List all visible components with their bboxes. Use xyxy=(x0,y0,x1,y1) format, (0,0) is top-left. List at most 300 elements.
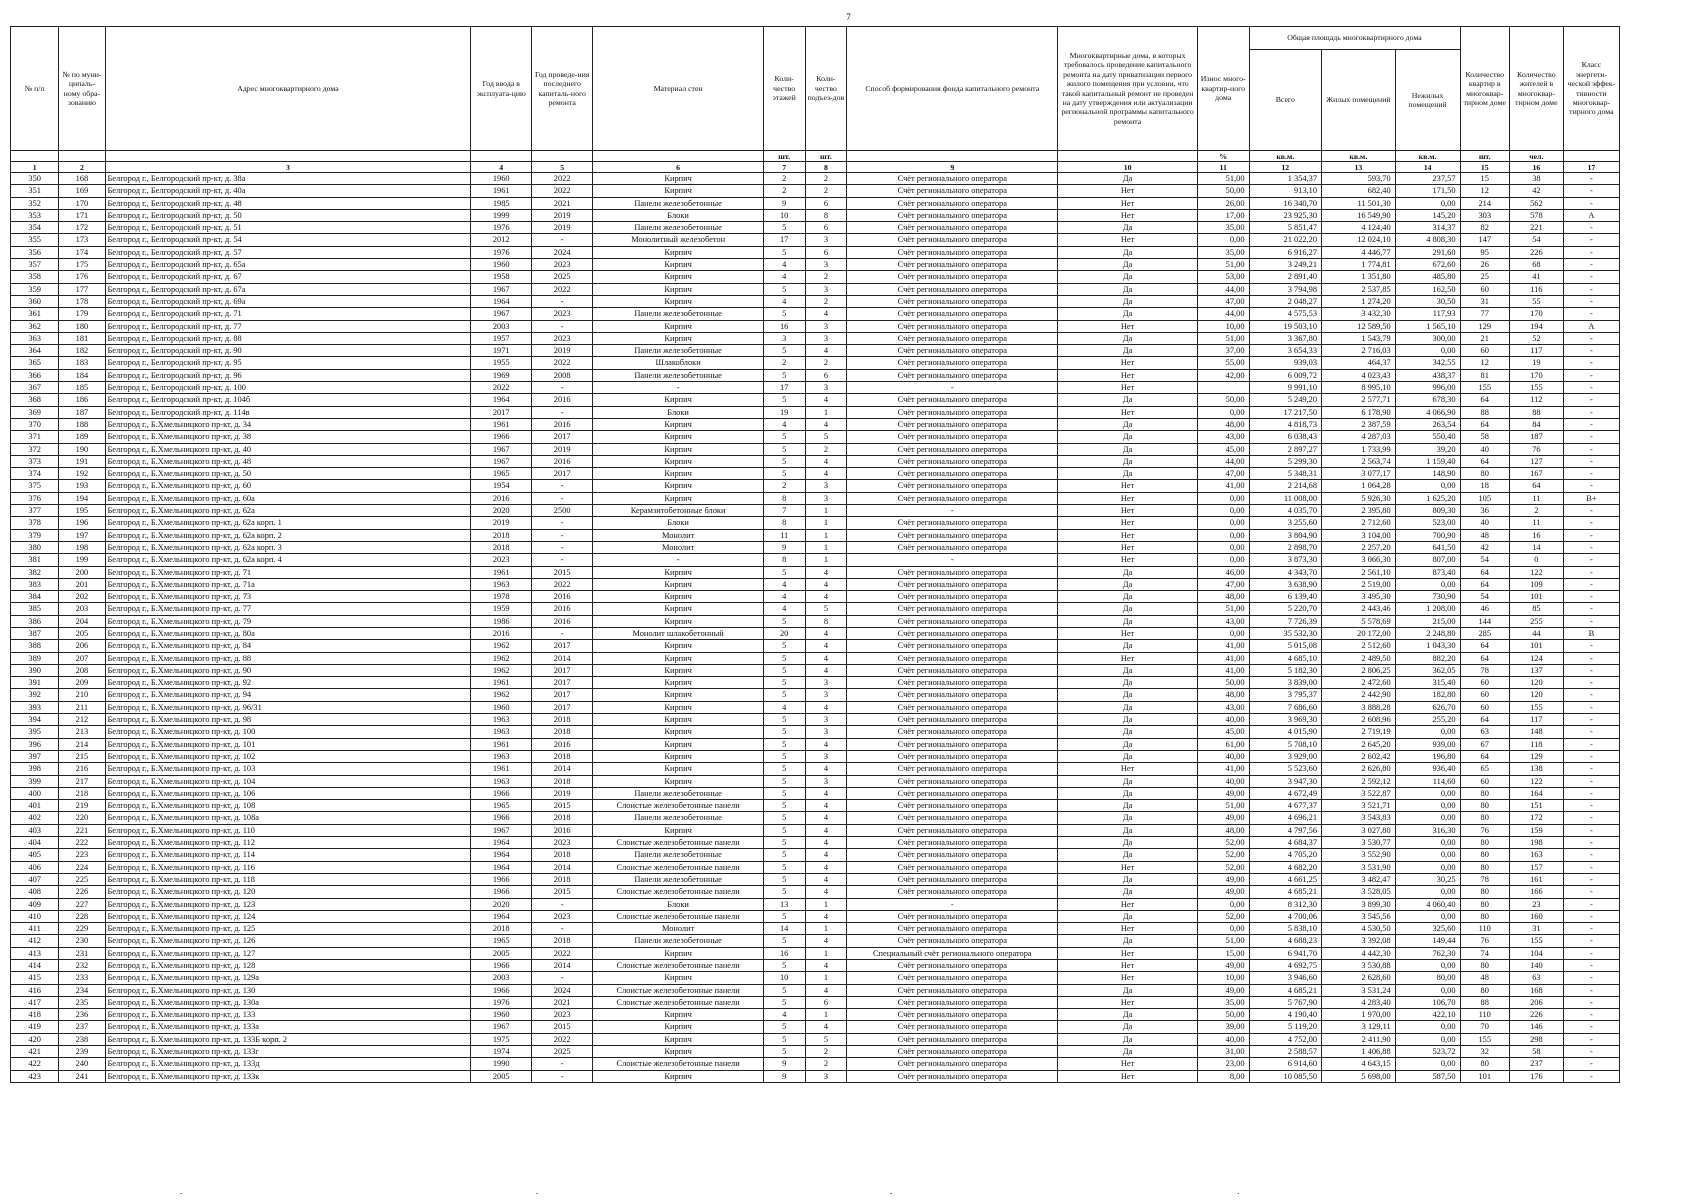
cell-area-nonliving: 300,00 xyxy=(1395,332,1460,344)
cell-wall-material: Монолит xyxy=(593,541,763,553)
cell-entrances: 4 xyxy=(805,640,847,652)
cell-floors: 2 xyxy=(763,185,805,197)
cell-floors: 5 xyxy=(763,468,805,480)
cell-privatization-flag: Нет xyxy=(1058,234,1198,246)
cell-energy-class: В+ xyxy=(1563,492,1619,504)
cell-fund-method: Счёт регионального оператора xyxy=(847,960,1058,972)
table-row xyxy=(11,480,1620,492)
col-header-year-repair: Год проведе-ния последнего капиталь-ного ремонта xyxy=(531,27,593,151)
cell-row-no: 399 xyxy=(11,775,59,787)
cell-mun-no: 178 xyxy=(59,295,105,307)
cell-year-repair: 2014 xyxy=(531,861,593,873)
cell-wear: 46,00 xyxy=(1197,566,1249,578)
cell-row-no: 369 xyxy=(11,406,59,418)
cell-address: Белгород г., Б.Хмельницкого пр-кт, д. 108 xyxy=(105,800,471,812)
cell-fund-method: - xyxy=(847,382,1058,394)
cell-mun-no: 236 xyxy=(59,1009,105,1021)
cell-area-nonliving: 1 565,10 xyxy=(1395,320,1460,332)
table-row xyxy=(11,1033,1620,1045)
cell-address: Белгород г., Белгородский пр-кт, д. 88 xyxy=(105,332,471,344)
cell-entrances: 4 xyxy=(805,468,847,480)
cell-entrances: 5 xyxy=(805,1033,847,1045)
cell-mun-no: 202 xyxy=(59,591,105,603)
housing-register-table xyxy=(10,26,1620,1083)
cell-privatization-flag: Да xyxy=(1058,935,1198,947)
cell-privatization-flag: Нет xyxy=(1058,209,1198,221)
cell-area-nonliving: 106,70 xyxy=(1395,996,1460,1008)
cell-apartments: 80 xyxy=(1460,1058,1509,1070)
cell-floors: 5 xyxy=(763,369,805,381)
table-row xyxy=(11,873,1620,885)
cell-fund-method: Счёт регионального оператора xyxy=(847,923,1058,935)
cell-year-repair: 2019 xyxy=(531,443,593,455)
cell-area-total: 1 354,37 xyxy=(1249,173,1322,185)
cell-wear: 17,00 xyxy=(1197,209,1249,221)
cell-area-living: 5 578,69 xyxy=(1322,615,1396,627)
cell-apartments: 64 xyxy=(1460,652,1509,664)
cell-area-nonliving: 1 208,00 xyxy=(1395,603,1460,615)
cell-year-repair: 2014 xyxy=(531,763,593,775)
cell-row-no: 419 xyxy=(11,1021,59,1033)
cell-fund-method: Счёт регионального оператора xyxy=(847,910,1058,922)
cell-residents: 11 xyxy=(1509,517,1563,529)
cell-year-repair: 2017 xyxy=(531,468,593,480)
column-number-cell: 6 xyxy=(593,162,763,173)
table-row xyxy=(11,418,1620,430)
cell-row-no: 389 xyxy=(11,652,59,664)
cell-energy-class: - xyxy=(1563,910,1619,922)
cell-area-nonliving: 0,00 xyxy=(1395,480,1460,492)
cell-area-living: 4 446,77 xyxy=(1322,246,1396,258)
cell-energy-class: - xyxy=(1563,701,1619,713)
table-row xyxy=(11,701,1620,713)
cell-address: Белгород г., Б.Хмельницкого пр-кт, д. 90 xyxy=(105,664,471,676)
cell-residents: 161 xyxy=(1509,873,1563,885)
cell-year-repair: 2017 xyxy=(531,701,593,713)
cell-wall-material: Кирпич xyxy=(593,431,763,443)
cell-mun-no: 204 xyxy=(59,615,105,627)
cell-privatization-flag: Да xyxy=(1058,431,1198,443)
cell-floors: 9 xyxy=(763,197,805,209)
cell-energy-class: - xyxy=(1563,455,1619,467)
cell-residents: 206 xyxy=(1509,996,1563,1008)
cell-area-living: 2 626,80 xyxy=(1322,763,1396,775)
cell-address: Белгород г., Б.Хмельницкого пр-кт, д. 62а корп. 1 xyxy=(105,517,471,529)
cell-year-repair: 2023 xyxy=(531,332,593,344)
cell-residents: 137 xyxy=(1509,664,1563,676)
cell-year-repair: 2018 xyxy=(531,873,593,885)
cell-privatization-flag: Нет xyxy=(1058,185,1198,197)
cell-wear: 44,00 xyxy=(1197,283,1249,295)
cell-entrances: 2 xyxy=(805,185,847,197)
cell-address: Белгород г., Белгородский пр-кт, д. 50 xyxy=(105,209,471,221)
cell-floors: 5 xyxy=(763,689,805,701)
cell-residents: 38 xyxy=(1509,173,1563,185)
cell-year-repair: 2016 xyxy=(531,603,593,615)
cell-area-living: 2 602,42 xyxy=(1322,750,1396,762)
cell-address: Белгород г., Белгородский пр-кт, д. 71 xyxy=(105,308,471,320)
cell-residents: 14 xyxy=(1509,541,1563,553)
cell-floors: 10 xyxy=(763,209,805,221)
cell-entrances: 2 xyxy=(805,173,847,185)
cell-address: Белгород г., Белгородский пр-кт, д. 100 xyxy=(105,382,471,394)
cell-fund-method: Счёт регионального оператора xyxy=(847,701,1058,713)
cell-entrances: 3 xyxy=(805,750,847,762)
cell-area-nonliving: 30,25 xyxy=(1395,873,1460,885)
cell-privatization-flag: Нет xyxy=(1058,861,1198,873)
cell-entrances: 2 xyxy=(805,295,847,307)
cell-mun-no: 222 xyxy=(59,837,105,849)
cell-residents: 122 xyxy=(1509,566,1563,578)
cell-energy-class: - xyxy=(1563,996,1619,1008)
cell-wall-material: Кирпич xyxy=(593,750,763,762)
cell-privatization-flag: Да xyxy=(1058,332,1198,344)
table-row xyxy=(11,591,1620,603)
cell-wear: 49,00 xyxy=(1197,812,1249,824)
cell-floors: 5 xyxy=(763,824,805,836)
cell-energy-class: - xyxy=(1563,886,1619,898)
cell-residents: 118 xyxy=(1509,738,1563,750)
cell-row-no: 377 xyxy=(11,505,59,517)
cell-privatization-flag: Нет xyxy=(1058,554,1198,566)
cell-fund-method: Счёт регионального оператора xyxy=(847,1046,1058,1058)
cell-row-no: 421 xyxy=(11,1046,59,1058)
cell-row-no: 386 xyxy=(11,615,59,627)
cell-energy-class: - xyxy=(1563,664,1619,676)
cell-row-no: 408 xyxy=(11,886,59,898)
cell-area-total: 3 794,98 xyxy=(1249,283,1322,295)
cell-entrances: 4 xyxy=(805,935,847,947)
cell-privatization-flag: Да xyxy=(1058,824,1198,836)
cell-wall-material: Блоки xyxy=(593,517,763,529)
cell-row-no: 357 xyxy=(11,259,59,271)
page-number: 7 xyxy=(846,12,851,22)
cell-year-repair: 2017 xyxy=(531,677,593,689)
cell-area-total: 5 767,90 xyxy=(1249,996,1322,1008)
cell-apartments: 80 xyxy=(1460,468,1509,480)
cell-area-living: 8 995,10 xyxy=(1322,382,1396,394)
cell-area-nonliving: 1 159,40 xyxy=(1395,455,1460,467)
cell-floors: 5 xyxy=(763,763,805,775)
cell-wear: 49,00 xyxy=(1197,984,1249,996)
column-numbers-row xyxy=(11,162,1620,173)
cell-area-living: 1 274,20 xyxy=(1322,295,1396,307)
cell-area-living: 3 077,17 xyxy=(1322,468,1396,480)
cell-apartments: 48 xyxy=(1460,529,1509,541)
cell-area-total: 19 503,10 xyxy=(1249,320,1322,332)
cell-floors: 17 xyxy=(763,234,805,246)
cell-fund-method: Счёт регионального оператора xyxy=(847,308,1058,320)
cell-residents: 159 xyxy=(1509,824,1563,836)
cell-fund-method: Счёт регионального оператора xyxy=(847,873,1058,885)
cell-mun-no: 200 xyxy=(59,566,105,578)
cell-year-built: 1969 xyxy=(471,369,531,381)
cell-year-repair: - xyxy=(531,480,593,492)
cell-energy-class: - xyxy=(1563,283,1619,295)
cell-fund-method: - xyxy=(847,505,1058,517)
cell-row-no: 391 xyxy=(11,677,59,689)
cell-energy-class: - xyxy=(1563,418,1619,430)
column-number-cell: 15 xyxy=(1460,162,1509,173)
cell-privatization-flag: Нет xyxy=(1058,923,1198,935)
cell-entrances: 3 xyxy=(805,283,847,295)
cell-mun-no: 240 xyxy=(59,1058,105,1070)
table-row xyxy=(11,492,1620,504)
cell-area-nonliving: 4 060,40 xyxy=(1395,898,1460,910)
table-row xyxy=(11,763,1620,775)
cell-entrances: 8 xyxy=(805,615,847,627)
cell-entrances: 2 xyxy=(805,1058,847,1070)
cell-row-no: 380 xyxy=(11,541,59,553)
cell-fund-method: Счёт регионального оператора xyxy=(847,1033,1058,1045)
cell-row-no: 417 xyxy=(11,996,59,1008)
cell-apartments: 80 xyxy=(1460,849,1509,861)
cell-mun-no: 210 xyxy=(59,689,105,701)
cell-floors: 5 xyxy=(763,222,805,234)
cell-wear: 53,00 xyxy=(1197,271,1249,283)
cell-address: Белгород г., Б.Хмельницкого пр-кт, д. 79 xyxy=(105,615,471,627)
cell-address: Белгород г., Б.Хмельницкого пр-кт, д. 116 xyxy=(105,861,471,873)
cell-address: Белгород г., Б.Хмельницкого пр-кт, д. 130 xyxy=(105,984,471,996)
cell-residents: 155 xyxy=(1509,935,1563,947)
cell-wear: 8,00 xyxy=(1197,1070,1249,1082)
cell-mun-no: 214 xyxy=(59,738,105,750)
cell-privatization-flag: Да xyxy=(1058,566,1198,578)
cell-wear: 23,00 xyxy=(1197,1058,1249,1070)
cell-address: Белгород г., Б.Хмельницкого пр-кт, д. 118 xyxy=(105,873,471,885)
cell-year-built: 2018 xyxy=(471,923,531,935)
table-row xyxy=(11,984,1620,996)
cell-wear: 52,00 xyxy=(1197,837,1249,849)
cell-area-nonliving: 255,20 xyxy=(1395,714,1460,726)
cell-apartments: 78 xyxy=(1460,664,1509,676)
cell-address: Белгород г., Б.Хмельницкого пр-кт, д. 126 xyxy=(105,935,471,947)
column-number-cell: 14 xyxy=(1395,162,1460,173)
table-row xyxy=(11,369,1620,381)
cell-mun-no: 216 xyxy=(59,763,105,775)
cell-privatization-flag: Нет xyxy=(1058,763,1198,775)
cell-energy-class: - xyxy=(1563,738,1619,750)
cell-apartments: 42 xyxy=(1460,541,1509,553)
cell-area-nonliving: 362,05 xyxy=(1395,664,1460,676)
cell-floors: 17 xyxy=(763,382,805,394)
table-row xyxy=(11,898,1620,910)
cell-year-built: 1976 xyxy=(471,996,531,1008)
cell-residents: 112 xyxy=(1509,394,1563,406)
cell-apartments: 54 xyxy=(1460,591,1509,603)
cell-year-repair: 2016 xyxy=(531,394,593,406)
table-row xyxy=(11,578,1620,590)
cell-wall-material: Слоистые железобетонные панели xyxy=(593,996,763,1008)
cell-wear: 47,00 xyxy=(1197,578,1249,590)
cell-wear: 51,00 xyxy=(1197,935,1249,947)
cell-mun-no: 207 xyxy=(59,652,105,664)
table-row xyxy=(11,455,1620,467)
cell-entrances: 4 xyxy=(805,738,847,750)
cell-wear: 48,00 xyxy=(1197,591,1249,603)
cell-fund-method: Счёт регионального оператора xyxy=(847,615,1058,627)
cell-area-nonliving: 0,00 xyxy=(1395,861,1460,873)
cell-area-nonliving: 0,00 xyxy=(1395,1021,1460,1033)
column-number-cell: 1 xyxy=(11,162,59,173)
cell-area-nonliving: 0,00 xyxy=(1395,910,1460,922)
cell-residents: 68 xyxy=(1509,259,1563,271)
cell-wall-material: Кирпич xyxy=(593,578,763,590)
cell-area-living: 11 501,30 xyxy=(1322,197,1396,209)
cell-row-no: 376 xyxy=(11,492,59,504)
cell-area-total: 6 009,72 xyxy=(1249,369,1322,381)
cell-wear: 0,00 xyxy=(1197,529,1249,541)
cell-year-built: 1965 xyxy=(471,800,531,812)
cell-privatization-flag: Нет xyxy=(1058,357,1198,369)
cell-wall-material: Кирпич xyxy=(593,1070,763,1082)
col-header-no: № п/п xyxy=(11,27,59,151)
cell-area-living: 2 411,90 xyxy=(1322,1033,1396,1045)
cell-mun-no: 190 xyxy=(59,443,105,455)
cell-apartments: 60 xyxy=(1460,345,1509,357)
column-number-cell: 13 xyxy=(1322,162,1396,173)
cell-energy-class: - xyxy=(1563,480,1619,492)
cell-wall-material: Кирпич xyxy=(593,775,763,787)
cell-entrances: 4 xyxy=(805,308,847,320)
cell-area-living: 593,70 xyxy=(1322,173,1396,185)
cell-fund-method: Счёт регионального оператора xyxy=(847,418,1058,430)
cell-address: Белгород г., Б.Хмельницкого пр-кт, д. 102 xyxy=(105,750,471,762)
cell-year-built: 1967 xyxy=(471,824,531,836)
cell-address: Белгород г., Белгородский пр-кт, д. 65а xyxy=(105,259,471,271)
column-number-cell: 8 xyxy=(805,162,847,173)
cell-year-built: 1958 xyxy=(471,271,531,283)
cell-energy-class: - xyxy=(1563,652,1619,664)
cell-wear: 50,00 xyxy=(1197,677,1249,689)
cell-area-living: 3 495,30 xyxy=(1322,591,1396,603)
cell-mun-no: 185 xyxy=(59,382,105,394)
cell-wall-material: Кирпич xyxy=(593,972,763,984)
cell-year-repair: 2018 xyxy=(531,714,593,726)
cell-fund-method: Счёт регионального оператора xyxy=(847,234,1058,246)
cell-wall-material: Слоистые железобетонные панели xyxy=(593,861,763,873)
cell-energy-class: - xyxy=(1563,1058,1619,1070)
cell-floors: 5 xyxy=(763,308,805,320)
cell-residents: 168 xyxy=(1509,984,1563,996)
cell-mun-no: 177 xyxy=(59,283,105,295)
cell-area-nonliving: 0,00 xyxy=(1395,886,1460,898)
cell-address: Белгород г., Б.Хмельницкого пр-кт, д. 133 xyxy=(105,1009,471,1021)
cell-residents: 0 xyxy=(1509,554,1563,566)
cell-entrances: 6 xyxy=(805,369,847,381)
cell-address: Белгород г., Б.Хмельницкого пр-кт, д. 62а xyxy=(105,505,471,517)
cell-residents: 578 xyxy=(1509,209,1563,221)
cell-wear: 45,00 xyxy=(1197,726,1249,738)
cell-wear: 0,00 xyxy=(1197,517,1249,529)
unit-cell xyxy=(1563,151,1619,162)
cell-residents: 116 xyxy=(1509,283,1563,295)
cell-row-no: 353 xyxy=(11,209,59,221)
cell-address: Белгород г., Б.Хмельницкого пр-кт, д. 34 xyxy=(105,418,471,430)
cell-area-nonliving: 117,93 xyxy=(1395,308,1460,320)
cell-address: Белгород г., Б.Хмельницкого пр-кт, д. 62а корп. 2 xyxy=(105,529,471,541)
cell-year-built: 1966 xyxy=(471,787,531,799)
table-row xyxy=(11,382,1620,394)
cell-row-no: 398 xyxy=(11,763,59,775)
cell-area-total: 2 214,68 xyxy=(1249,480,1322,492)
cell-floors: 8 xyxy=(763,517,805,529)
cell-address: Белгород г., Белгородский пр-кт, д. 38а xyxy=(105,173,471,185)
cell-residents: 562 xyxy=(1509,197,1563,209)
cell-address: Белгород г., Б.Хмельницкого пр-кт, д. 84 xyxy=(105,640,471,652)
cell-row-no: 364 xyxy=(11,345,59,357)
cell-year-repair: - xyxy=(531,923,593,935)
cell-privatization-flag: Да xyxy=(1058,726,1198,738)
cell-entrances: 4 xyxy=(805,652,847,664)
cell-year-built: 1961 xyxy=(471,185,531,197)
cell-area-total: 3 255,60 xyxy=(1249,517,1322,529)
table-row xyxy=(11,947,1620,959)
cell-area-living: 464,37 xyxy=(1322,357,1396,369)
cell-floors: 2 xyxy=(763,173,805,185)
cell-apartments: 58 xyxy=(1460,431,1509,443)
table-row xyxy=(11,259,1620,271)
cell-wall-material: Кирпич xyxy=(593,332,763,344)
cell-fund-method: Счёт регионального оператора xyxy=(847,283,1058,295)
cell-row-no: 410 xyxy=(11,910,59,922)
cell-apartments: 101 xyxy=(1460,1070,1509,1082)
cell-area-total: 4 692,75 xyxy=(1249,960,1322,972)
cell-wear: 41,00 xyxy=(1197,664,1249,676)
cell-address: Белгород г., Б.Хмельницкого пр-кт, д. 129а xyxy=(105,972,471,984)
cell-address: Белгород г., Б.Хмельницкого пр-кт, д. 73 xyxy=(105,591,471,603)
cell-apartments: 60 xyxy=(1460,689,1509,701)
cell-floors: 5 xyxy=(763,800,805,812)
cell-wear: 10,00 xyxy=(1197,320,1249,332)
table-row xyxy=(11,652,1620,664)
cell-fund-method: Счёт регионального оператора xyxy=(847,259,1058,271)
cell-year-built: 1967 xyxy=(471,443,531,455)
cell-mun-no: 180 xyxy=(59,320,105,332)
cell-wear: 49,00 xyxy=(1197,787,1249,799)
cell-row-no: 413 xyxy=(11,947,59,959)
cell-area-total: 3 638,90 xyxy=(1249,578,1322,590)
cell-row-no: 411 xyxy=(11,923,59,935)
cell-area-living: 4 530,50 xyxy=(1322,923,1396,935)
cell-row-no: 418 xyxy=(11,1009,59,1021)
cell-energy-class: - xyxy=(1563,763,1619,775)
cell-apartments: 64 xyxy=(1460,714,1509,726)
table-body xyxy=(11,173,1620,1083)
cell-energy-class: - xyxy=(1563,726,1619,738)
cell-area-total: 5 348,31 xyxy=(1249,468,1322,480)
cell-mun-no: 206 xyxy=(59,640,105,652)
cell-row-no: 371 xyxy=(11,431,59,443)
cell-year-built: 2018 xyxy=(471,529,531,541)
table-row xyxy=(11,861,1620,873)
cell-area-total: 3 804,90 xyxy=(1249,529,1322,541)
cell-residents: 166 xyxy=(1509,886,1563,898)
cell-year-built: 1967 xyxy=(471,308,531,320)
cell-wall-material: Кирпич xyxy=(593,320,763,332)
cell-fund-method: Счёт регионального оператора xyxy=(847,332,1058,344)
cell-area-total: 4 661,25 xyxy=(1249,873,1322,885)
cell-row-no: 355 xyxy=(11,234,59,246)
cell-privatization-flag: Да xyxy=(1058,873,1198,885)
cell-fund-method: Счёт регионального оператора xyxy=(847,185,1058,197)
cell-row-no: 394 xyxy=(11,714,59,726)
cell-fund-method: Счёт регионального оператора xyxy=(847,541,1058,553)
cell-area-total: 10 085,50 xyxy=(1249,1070,1322,1082)
cell-energy-class: - xyxy=(1563,800,1619,812)
footer-mark: . xyxy=(180,1186,183,1196)
cell-wear: 50,00 xyxy=(1197,185,1249,197)
